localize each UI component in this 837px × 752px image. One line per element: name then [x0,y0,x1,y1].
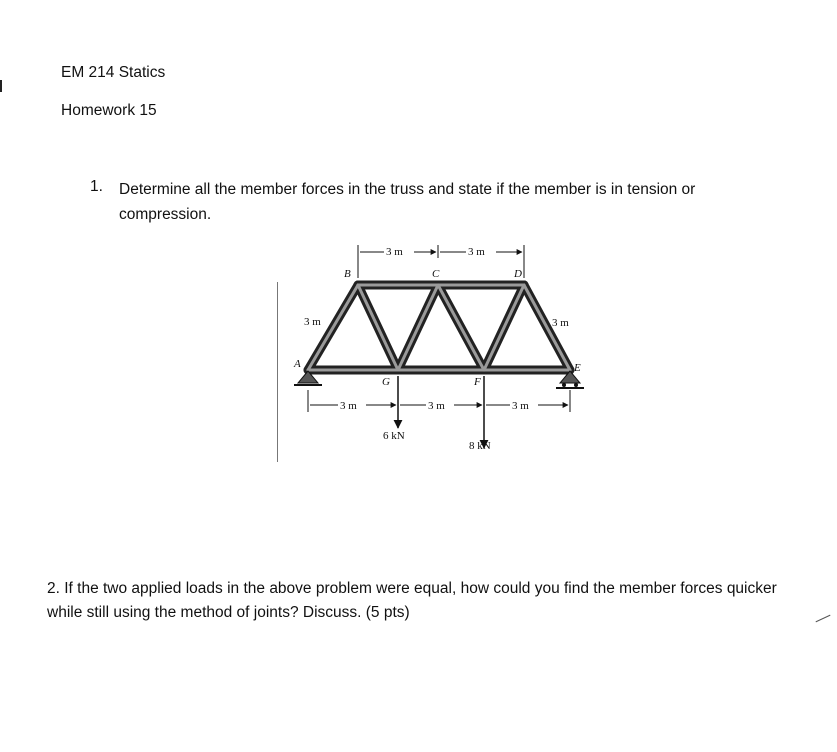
question-2-text: 2. If the two applied loads in the above problem were equal, how could you find the member forces quicker while still using the method of joints? Discuss. (5 pts) [47,580,777,621]
dim-height-right: 3 m [552,317,569,329]
joint-d-label: D [514,268,522,280]
question-1-text: Determine all the member forces in the truss and state if the member is in tension or compression. [119,181,696,223]
joint-c-label: C [432,268,440,280]
homework-title: Homework 15 [61,102,157,119]
dim-top-left: 3 m [386,246,403,258]
load-f-label: 8 kN [469,440,491,452]
joint-g-label: G [382,376,390,388]
scan-edge-line [277,282,278,462]
truss-members [308,285,570,370]
dim-bottom-right: 3 m [512,400,529,412]
dim-height-left: 3 m [304,316,321,328]
truss-figure [280,240,610,465]
course-title: EM 214 Statics [61,64,166,81]
joint-a-label: A [294,358,301,370]
dim-bottom-left: 3 m [340,400,357,412]
scan-margin-mark [0,80,2,92]
dim-top-right: 3 m [468,246,485,258]
question-1-number: 1. [90,178,103,195]
joint-e-label: E [574,362,581,374]
joint-f-label: F [474,376,481,388]
joint-b-label: B [344,268,351,280]
load-g-label: 6 kN [383,430,405,442]
scan-corner-mark [816,615,831,623]
dim-bottom-middle: 3 m [428,400,445,412]
